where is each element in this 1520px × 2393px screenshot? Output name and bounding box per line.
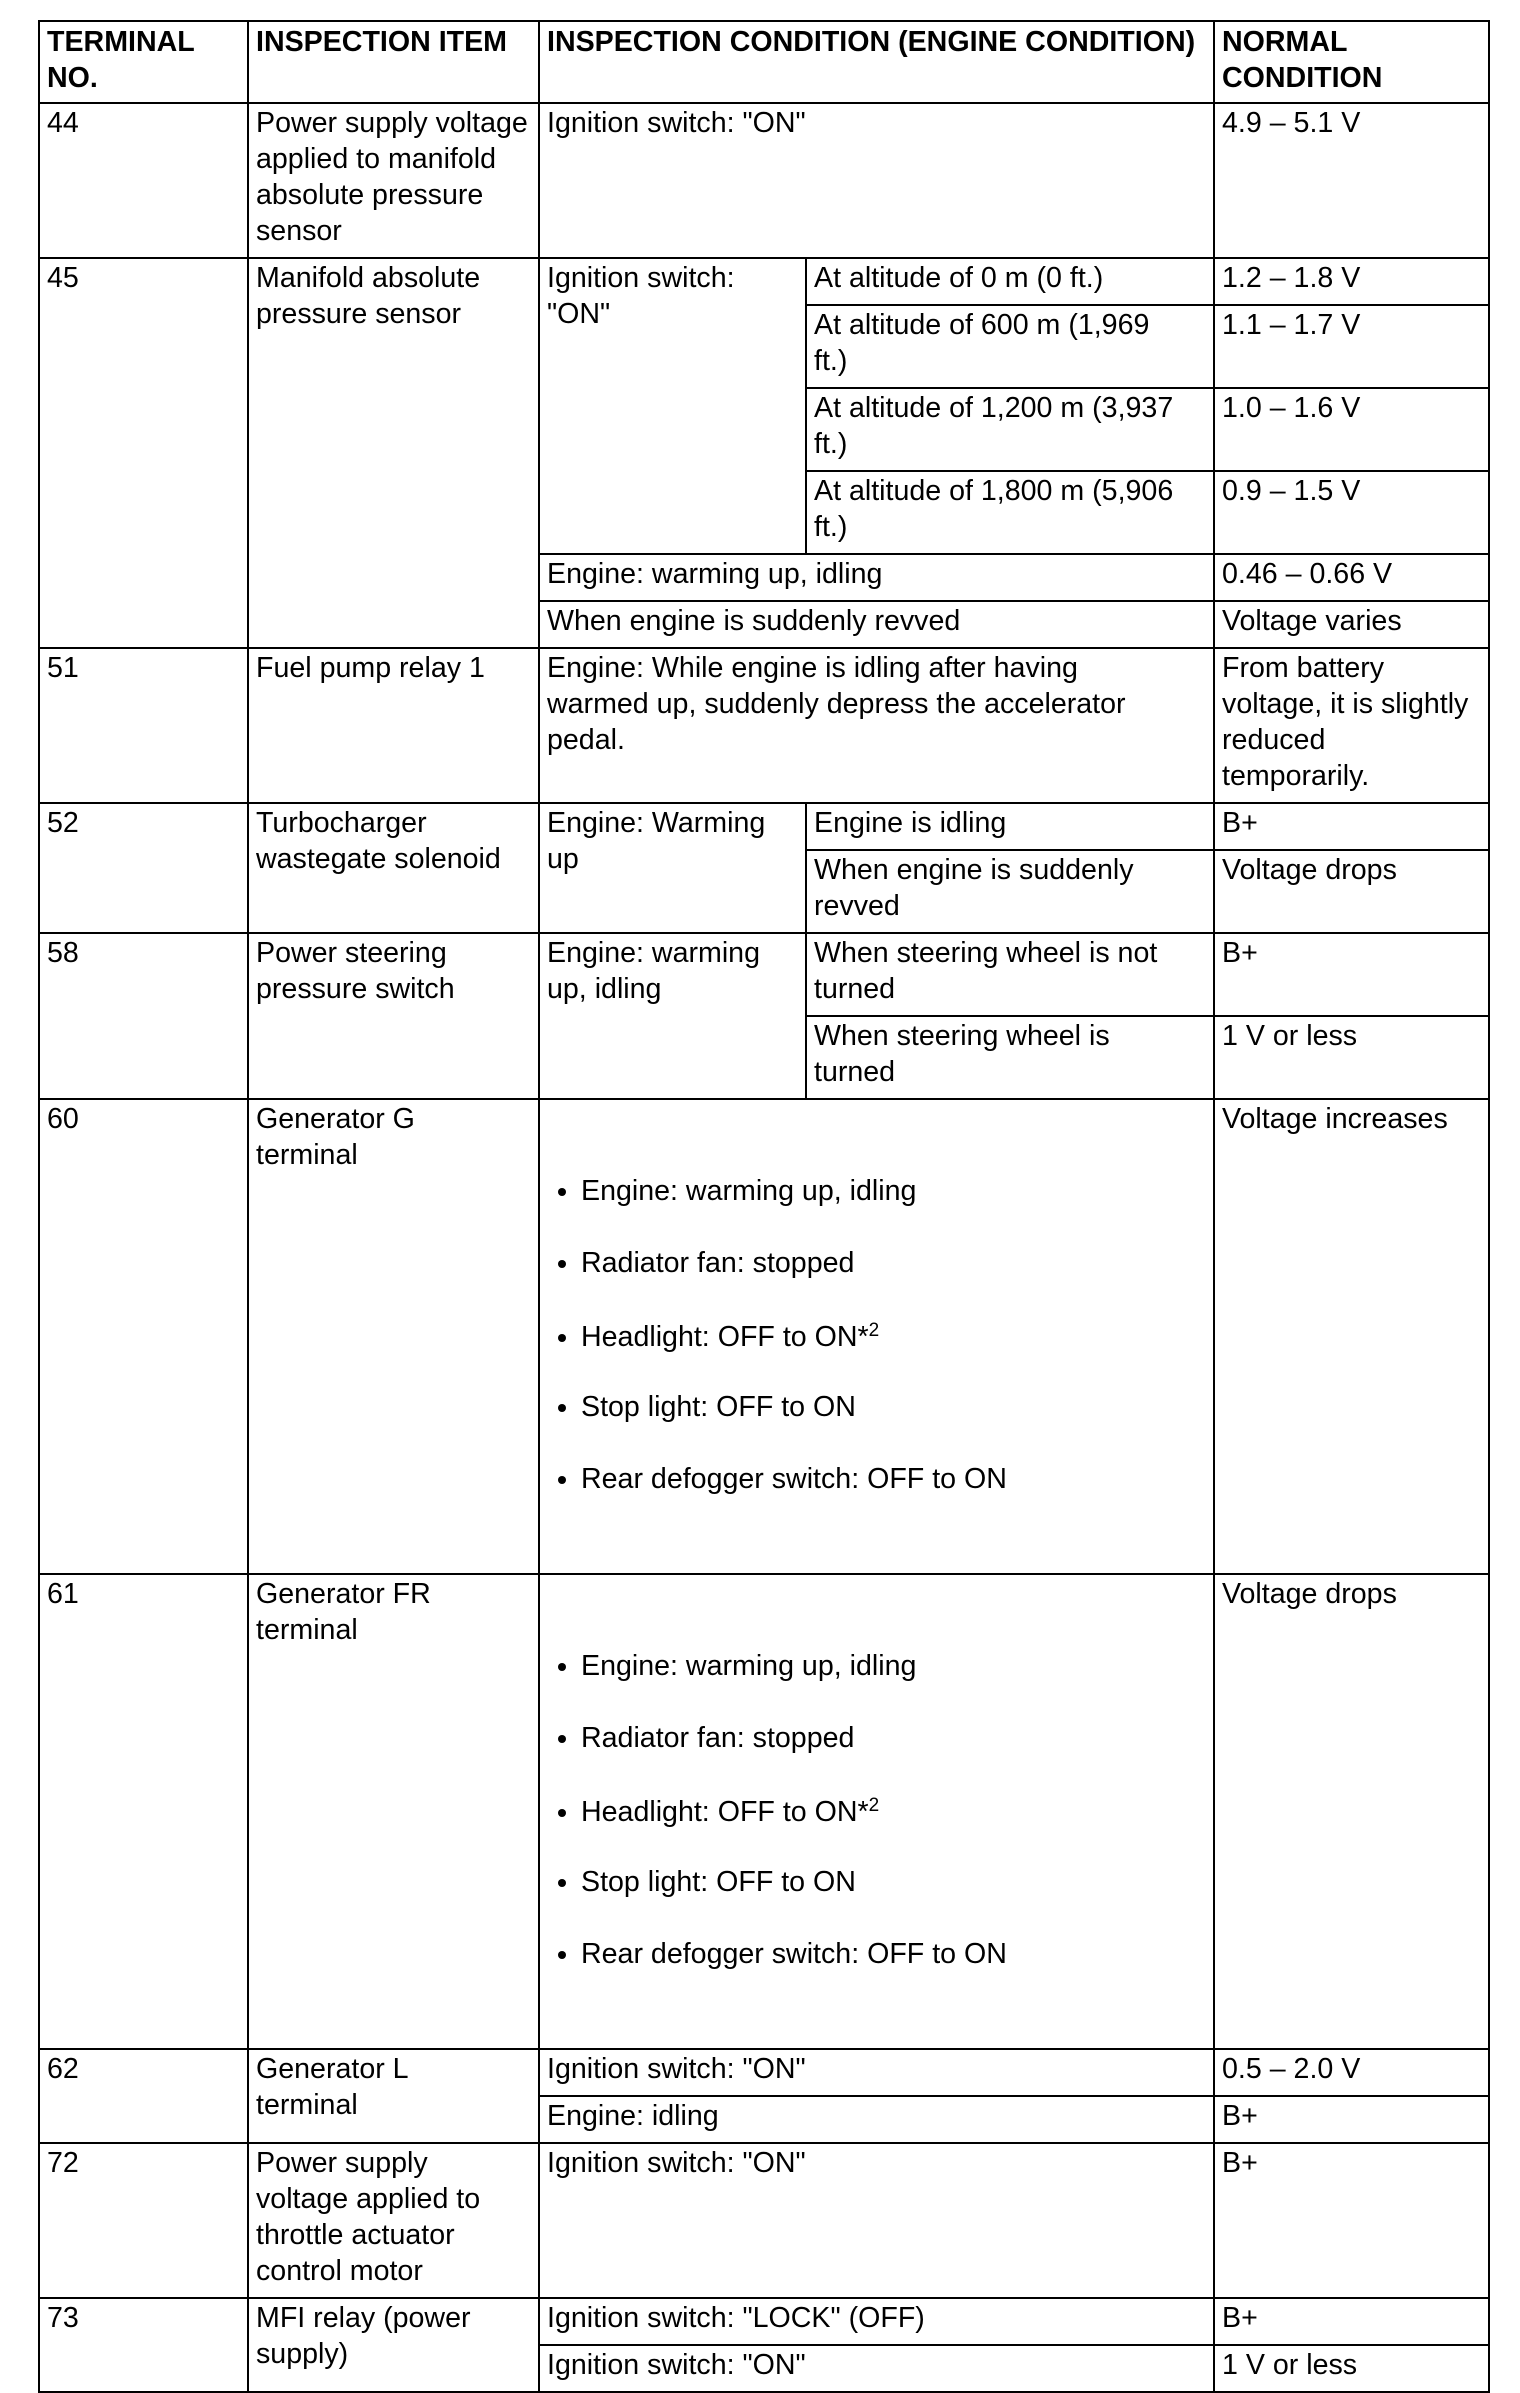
table-row bbox=[39, 258, 1489, 305]
bullet-item: • Radiator fan: stopped bbox=[581, 1245, 1207, 1281]
header-normal-condition: NORMAL CONDITION bbox=[1214, 21, 1489, 103]
inspection-item: Manifold absolute pressure sensor bbox=[248, 258, 539, 648]
bullet-item bbox=[581, 1790, 1207, 1834]
inspection-condition: Ignition switch: "LOCK" (OFF) bbox=[539, 2298, 1214, 2345]
bullet-item: • Engine: warming up, idling bbox=[581, 1648, 1207, 1684]
table-row bbox=[39, 1099, 1489, 1574]
normal-condition: Voltage varies bbox=[1214, 601, 1489, 648]
header-row bbox=[39, 21, 1489, 103]
bullet-item: • Stop light: OFF to ON bbox=[581, 1389, 1207, 1425]
inspection-item: Power supply voltage applied to manifold absolute pressure sensor bbox=[248, 103, 539, 258]
normal-condition: Voltage increases bbox=[1214, 1099, 1489, 1574]
inspection-condition: Ignition switch: "ON" bbox=[539, 2345, 1214, 2392]
table-row bbox=[39, 1574, 1489, 2049]
inspection-item: Turbocharger wastegate solenoid bbox=[248, 803, 539, 933]
terminal-number: 51 bbox=[39, 648, 248, 803]
bullet-item: • Stop light: OFF to ON bbox=[581, 1864, 1207, 1900]
normal-condition: From battery voltage, it is slightly reduced temporarily. bbox=[1214, 648, 1489, 803]
footnote-marker: 2 bbox=[868, 1795, 880, 1816]
normal-condition: Voltage drops bbox=[1214, 850, 1489, 933]
terminal-number: 44 bbox=[39, 103, 248, 258]
footnote-marker: 2 bbox=[868, 1320, 880, 1341]
normal-condition: B+ bbox=[1214, 2143, 1489, 2298]
normal-condition: 1 V or less bbox=[1214, 1016, 1489, 1099]
normal-condition: B+ bbox=[1214, 2096, 1489, 2143]
inspection-sub-condition: At altitude of 1,800 m (5,906 ft.) bbox=[806, 471, 1214, 554]
inspection-item: Generator G terminal bbox=[248, 1099, 539, 1574]
header-inspection-item: INSPECTION ITEM bbox=[248, 21, 539, 103]
normal-condition: B+ bbox=[1214, 2298, 1489, 2345]
bullet-text: Headlight: OFF to ON* bbox=[581, 1796, 869, 1828]
inspection-condition-group: Engine: warming up, idling bbox=[539, 933, 806, 1099]
normal-condition: 1.0 – 1.6 V bbox=[1214, 388, 1489, 471]
bullet-item: • Rear defogger switch: OFF to ON bbox=[581, 1936, 1207, 1972]
inspection-condition: Ignition switch: "ON" bbox=[539, 103, 1214, 258]
inspection-condition: Ignition switch: "ON" bbox=[539, 2143, 1214, 2298]
inspection-sub-condition: When engine is suddenly revved bbox=[806, 850, 1214, 933]
terminal-number: 52 bbox=[39, 803, 248, 933]
table-row bbox=[39, 103, 1489, 258]
terminal-number: 61 bbox=[39, 1574, 248, 2049]
bullet-item: • Radiator fan: stopped bbox=[581, 1720, 1207, 1756]
normal-condition: 1 V or less bbox=[1214, 2345, 1489, 2392]
inspection-sub-condition: Engine is idling bbox=[806, 803, 1214, 850]
terminal-number: 45 bbox=[39, 258, 248, 648]
inspection-item: Power steering pressure switch bbox=[248, 933, 539, 1099]
header-terminal-no: TERMINAL NO. bbox=[39, 21, 248, 103]
bullet-item: • Engine: warming up, idling bbox=[581, 1173, 1207, 1209]
table-row bbox=[39, 2298, 1489, 2345]
bullet-item: • Rear defogger switch: OFF to ON bbox=[581, 1461, 1207, 1497]
inspection-item: Power supply voltage applied to throttle actuator control motor bbox=[248, 2143, 539, 2298]
inspection-condition: When engine is suddenly revved bbox=[539, 601, 1214, 648]
inspection-sub-condition: When steering wheel is turned bbox=[806, 1016, 1214, 1099]
terminal-number: 58 bbox=[39, 933, 248, 1099]
inspection-item: Fuel pump relay 1 bbox=[248, 648, 539, 803]
terminal-inspection-table bbox=[38, 20, 1490, 2393]
inspection-condition: Engine: While engine is idling after having warmed up, suddenly depress the accelerator pedal. bbox=[539, 648, 1214, 803]
inspection-condition: Ignition switch: "ON" bbox=[539, 2049, 1214, 2096]
terminal-number: 60 bbox=[39, 1099, 248, 1574]
normal-condition: 0.5 – 2.0 V bbox=[1214, 2049, 1489, 2096]
inspection-condition-group: Engine: Warming up bbox=[539, 803, 806, 933]
normal-condition: 4.9 – 5.1 V bbox=[1214, 103, 1489, 258]
inspection-item: Generator L terminal bbox=[248, 2049, 539, 2143]
normal-condition: 1.2 – 1.8 V bbox=[1214, 258, 1489, 305]
inspection-sub-condition: At altitude of 0 m (0 ft.) bbox=[806, 258, 1214, 305]
normal-condition: B+ bbox=[1214, 803, 1489, 850]
inspection-item: MFI relay (power supply) bbox=[248, 2298, 539, 2392]
table-row bbox=[39, 2143, 1489, 2298]
inspection-condition bbox=[539, 1099, 1214, 1574]
normal-condition: 1.1 – 1.7 V bbox=[1214, 305, 1489, 388]
normal-condition: Voltage drops bbox=[1214, 1574, 1489, 2049]
inspection-sub-condition: At altitude of 1,200 m (3,937 ft.) bbox=[806, 388, 1214, 471]
inspection-condition bbox=[539, 1574, 1214, 2049]
terminal-number: 62 bbox=[39, 2049, 248, 2143]
inspection-sub-condition: At altitude of 600 m (1,969 ft.) bbox=[806, 305, 1214, 388]
inspection-condition: Engine: idling bbox=[539, 2096, 1214, 2143]
table-row bbox=[39, 933, 1489, 1016]
inspection-condition-group: Ignition switch: "ON" bbox=[539, 258, 806, 554]
terminal-number: 73 bbox=[39, 2298, 248, 2392]
inspection-sub-condition: When steering wheel is not turned bbox=[806, 933, 1214, 1016]
normal-condition: 0.9 – 1.5 V bbox=[1214, 471, 1489, 554]
condition-bullet-list bbox=[547, 1612, 1207, 2008]
table-row bbox=[39, 803, 1489, 850]
terminal-number: 72 bbox=[39, 2143, 248, 2298]
bullet-item bbox=[581, 1315, 1207, 1359]
inspection-item: Generator FR terminal bbox=[248, 1574, 539, 2049]
header-inspection-condition: INSPECTION CONDITION (ENGINE CONDITION) bbox=[539, 21, 1214, 103]
inspection-condition: Engine: warming up, idling bbox=[539, 554, 1214, 601]
table-row bbox=[39, 2049, 1489, 2096]
bullet-text: Headlight: OFF to ON* bbox=[581, 1321, 869, 1353]
table-row bbox=[39, 648, 1489, 803]
normal-condition: B+ bbox=[1214, 933, 1489, 1016]
condition-bullet-list bbox=[547, 1137, 1207, 1533]
normal-condition: 0.46 – 0.66 V bbox=[1214, 554, 1489, 601]
